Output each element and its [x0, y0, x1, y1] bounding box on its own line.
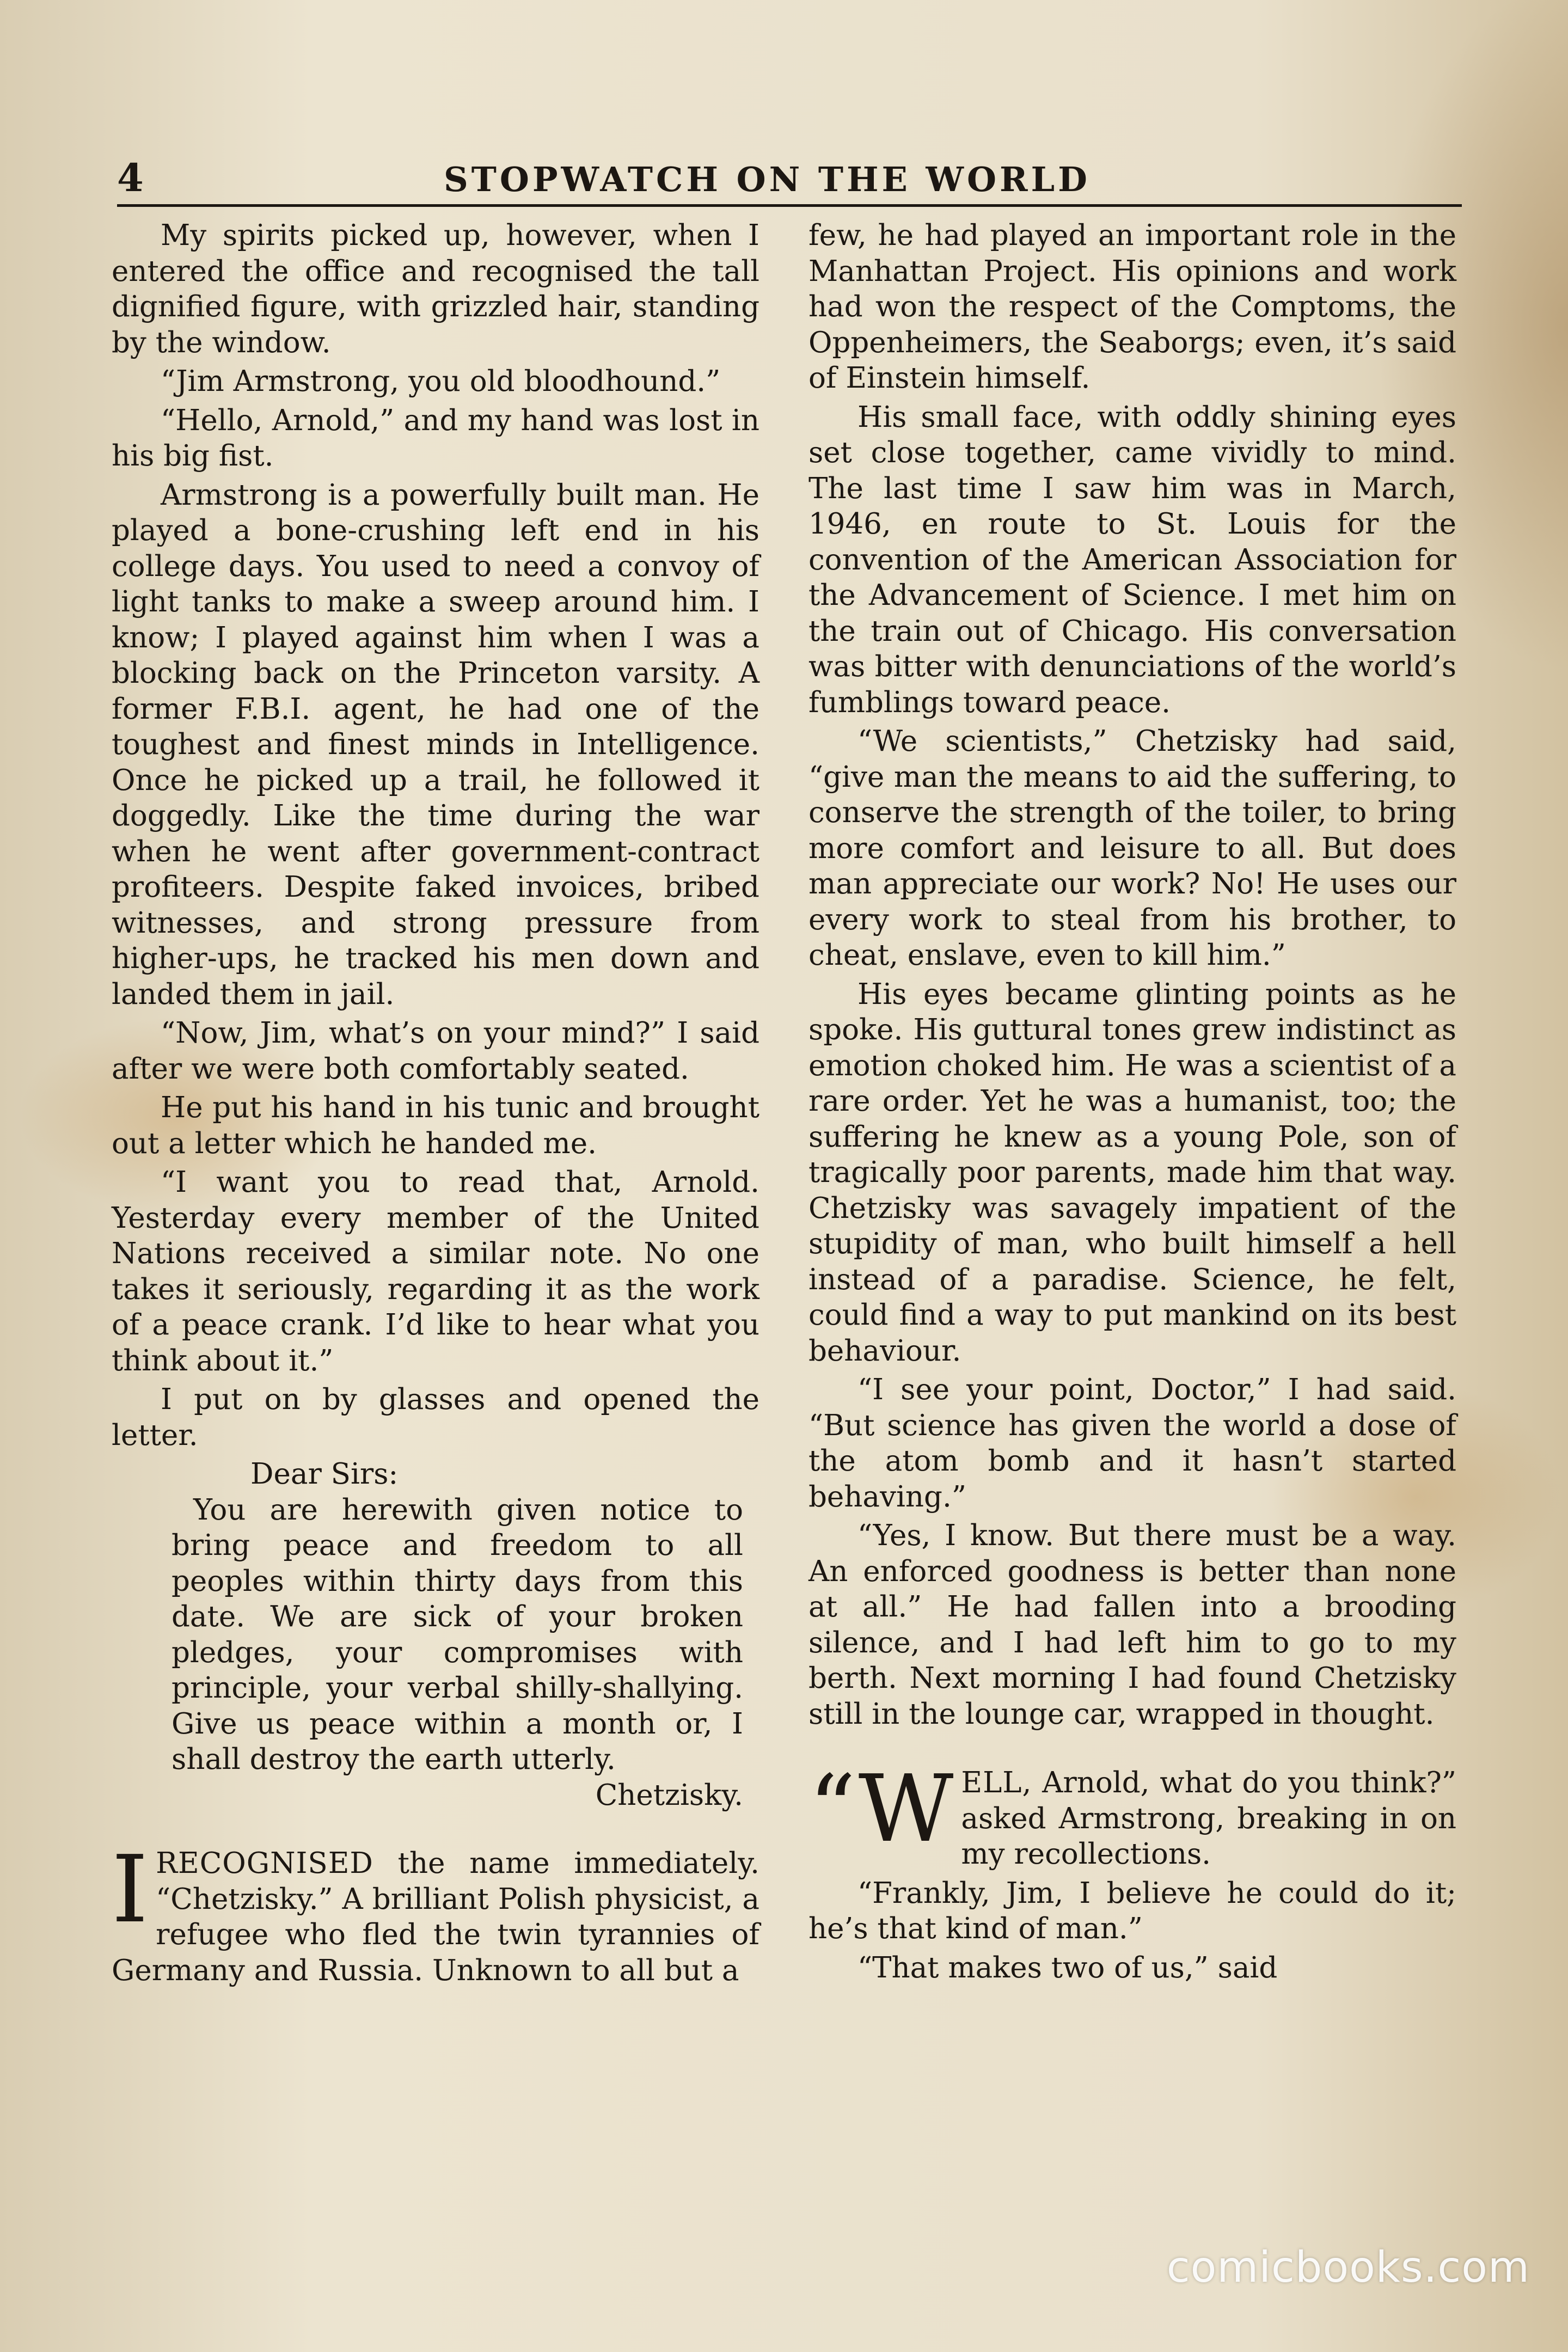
paragraph: “Jim Armstrong, you old bloodhound.” [161, 365, 721, 398]
paragraph: His eyes became glinting points as he spoke. His guttural tones grew indistinct as emotion choked him. He was a scientist of a rare order. Yet he was a humanist, too; the suffering he knew as a young Pole, son of tragically poor parents, made him that way. Chetzisky was savagely impatient of the stupidity of man, who built himself a hell instead of a paradise. Science, he felt, could find a way to put mankind on its best behaviour. [808, 977, 1456, 1368]
paragraph: Armstrong is a powerfully built man. He played a bone-crushing left end in his college days. You used to need a convoy of light tanks to make a sweep around him. I know; I played against him when I was a blocking back on the Princeton varsity. A former F.B.I. agent, he had one of the toughest and finest minds in Intelligence. Once he picked up a trail, he followed it doggedly. Like the time during the war when he went after government-contract profiteers. Despite faked invoices, bribed witnesses, and strong pressure from higher-ups, he tracked his men down and landed them in jail. [112, 478, 759, 1011]
paragraph: “I see your point, Doctor,” I had said. “But science has given the world a dose of the atom bomb and it hasn’t started behaving.” [808, 1373, 1456, 1514]
section-start-paragraph [112, 1836, 759, 1988]
section-start-paragraph [808, 1755, 1456, 1872]
lead-caps: RECOGNISED [156, 1847, 373, 1880]
paragraph: “That makes two of us,” said [857, 1951, 1278, 1984]
lead-caps: ELL, [961, 1766, 1032, 1799]
paragraph: “Now, Jim, what’s on your mind?” I said after we were both comfortably seated. [112, 1016, 759, 1086]
paragraph: “Frankly, Jim, I believe he could do it; he’s that kind of man.” [808, 1876, 1456, 1945]
site-watermark: comicbooks.com [1166, 2243, 1530, 2292]
quoted-letter [112, 1456, 759, 1813]
paragraph-text: the name immediately. “Chetzisky.” A brilliant Polish physicist, a refugee who fled the twin tyrannies of Germany and Russia. Unknown to all but a [112, 1847, 759, 1987]
paragraph: “We scientists,” Chetzisky had said, “give man the means to aid the suffering, to conserve the strength of the toiler, to bring more comfort and leisure to all. But does man appreciate our work? No! He uses our every work to steal from his brother, to cheat, enslave, even to kill him.” [808, 725, 1456, 972]
drop-cap: “W [808, 1755, 954, 1863]
letter-salutation: Dear Sirs: [250, 1457, 399, 1491]
paragraph: He put his hand in his tunic and brought out a letter which he handed me. [112, 1091, 759, 1160]
paragraph: “Yes, I know. But there must be a way. An enforced goodness is better than none at all.” He had fallen into a brooding silence, and I had left him to go to my berth. Next morning I had found Chetzisky still in the lounge car, wrapped in thought. [808, 1519, 1456, 1731]
continued-paragraph: few, he had played an important role in the Manhattan Project. His opinions and work had won the respect of the Comptoms, the Oppenheimers, the Seaborgs; even, it’s said of Einstein himself. [808, 219, 1456, 395]
paragraph: My spirits picked up, however, when I entered the office and recognised the tall dignified figure, with grizzled hair, standing by the window. [112, 219, 759, 359]
paragraph: “Hello, Arnold,” and my hand was lost in his big fist. [112, 403, 759, 473]
letter-signature: Chetzisky. [595, 1778, 743, 1812]
page-header [117, 155, 1462, 207]
letter-body: You are herewith given notice to bring peace and freedom to all peoples within thirty days from this date. We are sick of your broken pledges, your compromises with principle, your verbal shilly-shallying. Give us peace within a month or, I shall destroy the earth utterly. [171, 1493, 743, 1776]
paragraph-text: Arnold, what do you think?” asked Armstrong, breaking in on my recollections. [961, 1766, 1456, 1871]
running-title: STOPWATCH ON THE WORLD [444, 160, 1091, 199]
drop-cap: I [112, 1836, 149, 1944]
page-number: 4 [117, 155, 145, 200]
paragraph: I put on by glasses and opened the letter. [112, 1383, 759, 1452]
paragraph: “I want you to read that, Arnold. Yesterday every member of the United Nations received a similar note. No one takes it seriously, regarding it as the work of a peace crank. I’d like to hear what you think about it.” [112, 1166, 759, 1377]
right-column [808, 218, 1456, 1989]
left-column [112, 218, 759, 1992]
paragraph: His small face, with oddly shining eyes set close together, came vividly to mind. The last time I saw him was in March, 1946, en route to St. Louis for the convention of the American Association for the Advancement of Science. I met him on the train out of Chicago. His conversation was bitter with denunciations of the world’s fumblings toward peace. [808, 400, 1456, 719]
